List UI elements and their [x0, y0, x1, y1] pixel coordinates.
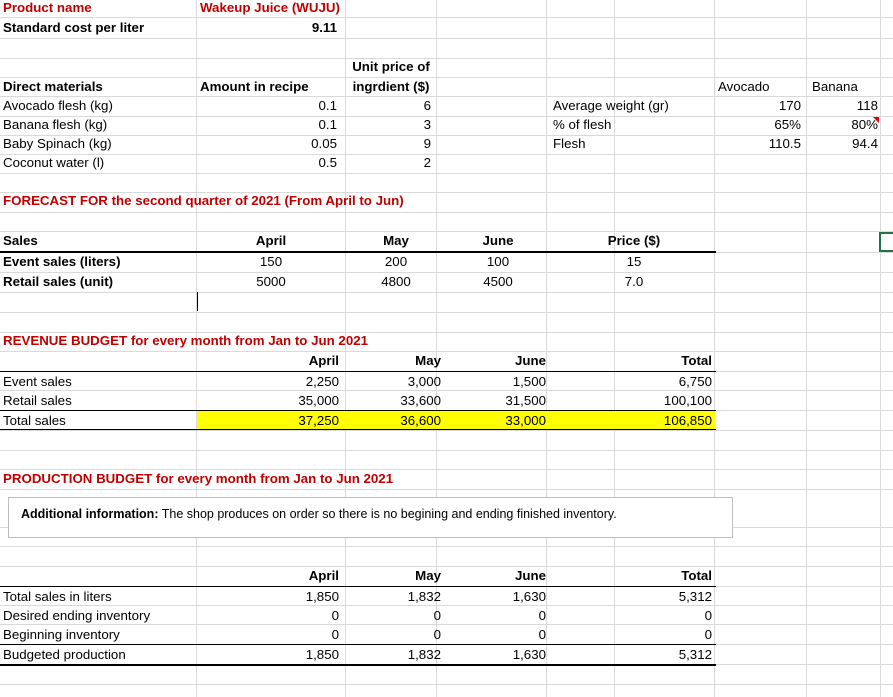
col-may[interactable]: May: [383, 233, 409, 248]
material-amount[interactable]: 0.5: [318, 155, 337, 170]
material-amount[interactable]: 0.05: [311, 136, 337, 151]
col-price-line2[interactable]: ingrdient ($): [352, 79, 430, 94]
note-textbox[interactable]: [8, 497, 733, 538]
col-avocado[interactable]: Avocado: [718, 79, 770, 94]
fruit-row-label[interactable]: % of flesh: [553, 117, 612, 132]
revenue-june[interactable]: 1,500: [512, 374, 546, 389]
col-amount-in-recipe[interactable]: Amount in recipe: [200, 79, 309, 94]
note-text: The shop produces on order so there is no begining and ending finished inventory.: [158, 507, 617, 521]
revenue-may[interactable]: 36,600: [400, 413, 441, 428]
avocado-value[interactable]: 65%: [774, 117, 801, 132]
production-header-rule: [0, 586, 716, 587]
revenue-total[interactable]: 6,750: [678, 374, 712, 389]
production-june[interactable]: 0: [538, 627, 546, 642]
revenue-row-label[interactable]: Total sales: [3, 413, 66, 428]
production-june[interactable]: 1,630: [512, 589, 546, 604]
production-total[interactable]: 0: [704, 608, 712, 623]
material-name[interactable]: Banana flesh (kg): [3, 117, 108, 132]
revenue-april[interactable]: 35,000: [298, 393, 339, 408]
forecast-april[interactable]: 150: [259, 254, 283, 269]
production-total[interactable]: 5,312: [678, 589, 712, 604]
col-june[interactable]: June: [514, 568, 546, 583]
col-total[interactable]: Total: [681, 353, 712, 368]
revenue-title[interactable]: REVENUE BUDGET for every month from Jan to Jun 2021: [3, 333, 369, 348]
selected-cell[interactable]: [879, 232, 893, 252]
comment-indicator-icon[interactable]: [873, 117, 879, 123]
std-cost-label[interactable]: Standard cost per liter: [3, 20, 145, 35]
col-banana[interactable]: Banana: [812, 79, 858, 94]
revenue-bottom-rule: [0, 429, 716, 430]
revenue-row-label[interactable]: Retail sales: [3, 393, 72, 408]
revenue-may[interactable]: 33,600: [400, 393, 441, 408]
production-bottom-rule: [0, 664, 716, 666]
col-april[interactable]: April: [255, 233, 287, 248]
forecast-april[interactable]: 5000: [256, 274, 286, 289]
forecast-price[interactable]: 7.0: [624, 274, 644, 289]
product-name-value[interactable]: Wakeup Juice (WUJU): [200, 0, 340, 15]
production-may[interactable]: 0: [433, 627, 441, 642]
material-price[interactable]: 9: [423, 136, 431, 151]
col-price-line1[interactable]: Unit price of: [352, 59, 430, 74]
banana-value[interactable]: 94.4: [852, 136, 878, 151]
col-may[interactable]: May: [415, 353, 441, 368]
production-total[interactable]: 5,312: [678, 647, 712, 662]
revenue-april[interactable]: 2,250: [305, 374, 339, 389]
production-row-label[interactable]: Budgeted production: [3, 647, 126, 662]
col-direct-materials[interactable]: Direct materials: [3, 79, 103, 94]
forecast-may[interactable]: 4800: [381, 274, 411, 289]
col-total[interactable]: Total: [681, 568, 712, 583]
revenue-may[interactable]: 3,000: [407, 374, 441, 389]
forecast-row-label[interactable]: Event sales (liters): [3, 254, 121, 269]
revenue-total[interactable]: 106,850: [663, 413, 712, 428]
production-total-rule: [0, 644, 716, 645]
production-may[interactable]: 1,832: [407, 589, 441, 604]
revenue-june[interactable]: 33,000: [505, 413, 546, 428]
fruit-row-label[interactable]: Average weight (gr): [553, 98, 669, 113]
production-june[interactable]: 1,630: [512, 647, 546, 662]
forecast-row-label[interactable]: Retail sales (unit): [3, 274, 114, 289]
production-april[interactable]: 1,850: [305, 589, 339, 604]
col-april[interactable]: April: [308, 353, 339, 368]
material-price[interactable]: 6: [423, 98, 431, 113]
col-may[interactable]: May: [415, 568, 441, 583]
forecast-price[interactable]: 15: [626, 254, 642, 269]
fruit-row-label[interactable]: Flesh: [553, 136, 586, 151]
product-name-label[interactable]: Product name: [3, 0, 92, 15]
material-name[interactable]: Avocado flesh (kg): [3, 98, 113, 113]
forecast-june[interactable]: 4500: [483, 274, 513, 289]
revenue-row-label[interactable]: Event sales: [3, 374, 72, 389]
col-june[interactable]: June: [482, 233, 514, 248]
revenue-total[interactable]: 100,100: [663, 393, 712, 408]
material-amount[interactable]: 0.1: [318, 117, 337, 132]
material-name[interactable]: Coconut water (l): [3, 155, 105, 170]
material-price[interactable]: 2: [423, 155, 431, 170]
material-name[interactable]: Baby Spinach (kg): [3, 136, 112, 151]
production-april[interactable]: 0: [331, 608, 339, 623]
revenue-header-rule: [0, 371, 716, 372]
material-amount[interactable]: 0.1: [318, 98, 337, 113]
production-may[interactable]: 0: [433, 608, 441, 623]
production-row-label[interactable]: Total sales in liters: [3, 589, 112, 604]
revenue-april[interactable]: 37,250: [298, 413, 339, 428]
production-total[interactable]: 0: [704, 627, 712, 642]
col-april[interactable]: April: [308, 568, 339, 583]
col-sales[interactable]: Sales: [3, 233, 38, 248]
production-april[interactable]: 1,850: [305, 647, 339, 662]
revenue-june[interactable]: 31,500: [505, 393, 546, 408]
note-bold-label: Additional information:: [21, 507, 159, 521]
text-cursor: [197, 292, 198, 311]
production-row-label[interactable]: Beginning inventory: [3, 627, 120, 642]
avocado-value[interactable]: 170: [778, 98, 801, 113]
production-may[interactable]: 1,832: [407, 647, 441, 662]
forecast-june[interactable]: 100: [486, 254, 510, 269]
production-june[interactable]: 0: [538, 608, 546, 623]
banana-value[interactable]: 118: [856, 98, 878, 113]
col-price[interactable]: Price ($): [607, 233, 661, 248]
forecast-header-rule: [0, 251, 716, 253]
avocado-value[interactable]: 110.5: [768, 136, 801, 151]
production-april[interactable]: 0: [331, 627, 339, 642]
banana-value[interactable]: 80%: [851, 117, 878, 132]
col-june[interactable]: June: [514, 353, 546, 368]
forecast-title[interactable]: FORECAST FOR the second quarter of 2021 (From April to Jun): [3, 193, 404, 208]
std-cost-value[interactable]: 9.11: [311, 20, 337, 35]
production-title[interactable]: PRODUCTION BUDGET for every month from Jan to Jun 2021: [3, 471, 394, 486]
production-row-label[interactable]: Desired ending inventory: [3, 608, 151, 623]
forecast-may[interactable]: 200: [384, 254, 408, 269]
material-price[interactable]: 3: [423, 117, 431, 132]
